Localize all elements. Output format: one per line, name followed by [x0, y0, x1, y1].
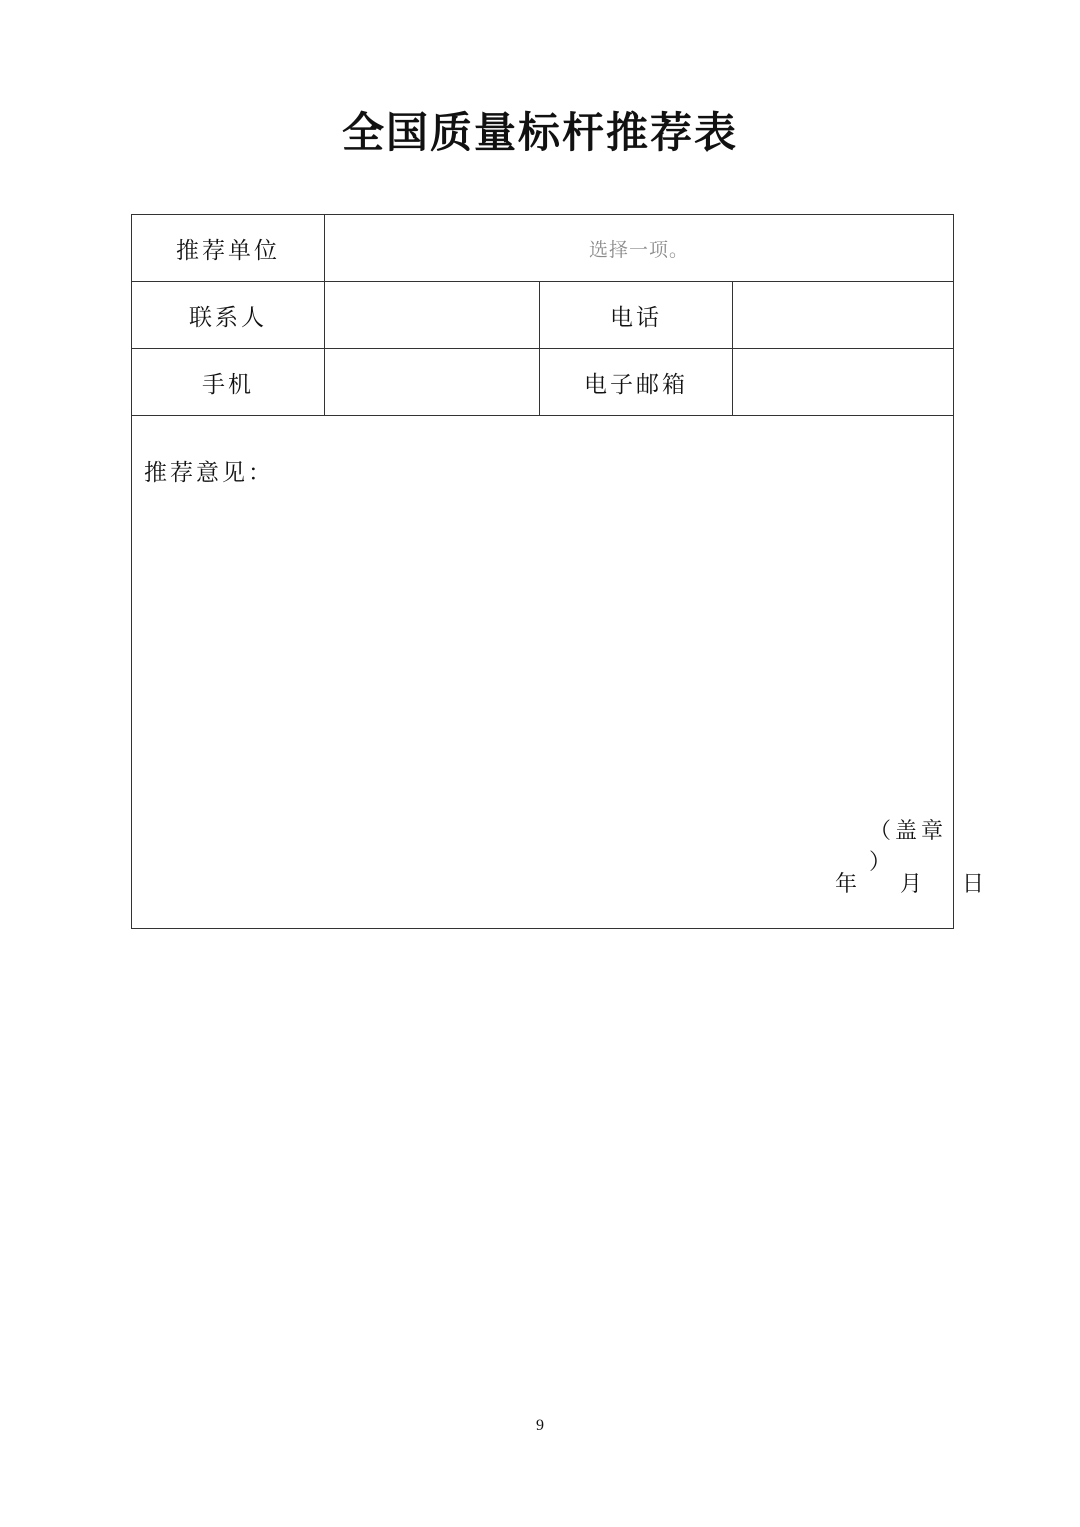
recommending-unit-placeholder: 选择一项。	[588, 238, 689, 261]
contact-label: 联系人	[132, 282, 325, 349]
email-label: 电子邮箱	[540, 349, 733, 416]
date-month-label: 月	[900, 872, 926, 897]
contact-field[interactable]	[325, 282, 540, 349]
email-field[interactable]	[733, 349, 954, 416]
recommendation-form-table	[131, 214, 988, 929]
seal-text: （盖章 ）	[869, 819, 948, 875]
phone-field[interactable]	[733, 282, 954, 349]
form-row-mobile	[132, 349, 954, 416]
recommending-unit-select[interactable]	[325, 215, 954, 282]
form-row-opinion	[132, 416, 954, 929]
phone-label: 电话	[540, 282, 733, 349]
recommending-unit-label: 推荐单位	[132, 215, 325, 282]
mobile-field[interactable]	[325, 349, 540, 416]
mobile-label: 手机	[132, 349, 325, 416]
date-day-label: 日	[962, 872, 988, 897]
date-line	[835, 867, 987, 898]
form-row-contact	[132, 282, 954, 349]
opinion-label: 推荐意见：	[144, 460, 274, 486]
date-year-label: 年	[835, 872, 861, 897]
page-number: 9	[536, 1417, 544, 1434]
document-title: 全国质量标杆推荐表	[341, 108, 738, 157]
form-row-unit	[132, 215, 954, 282]
opinion-field[interactable]	[132, 416, 988, 929]
